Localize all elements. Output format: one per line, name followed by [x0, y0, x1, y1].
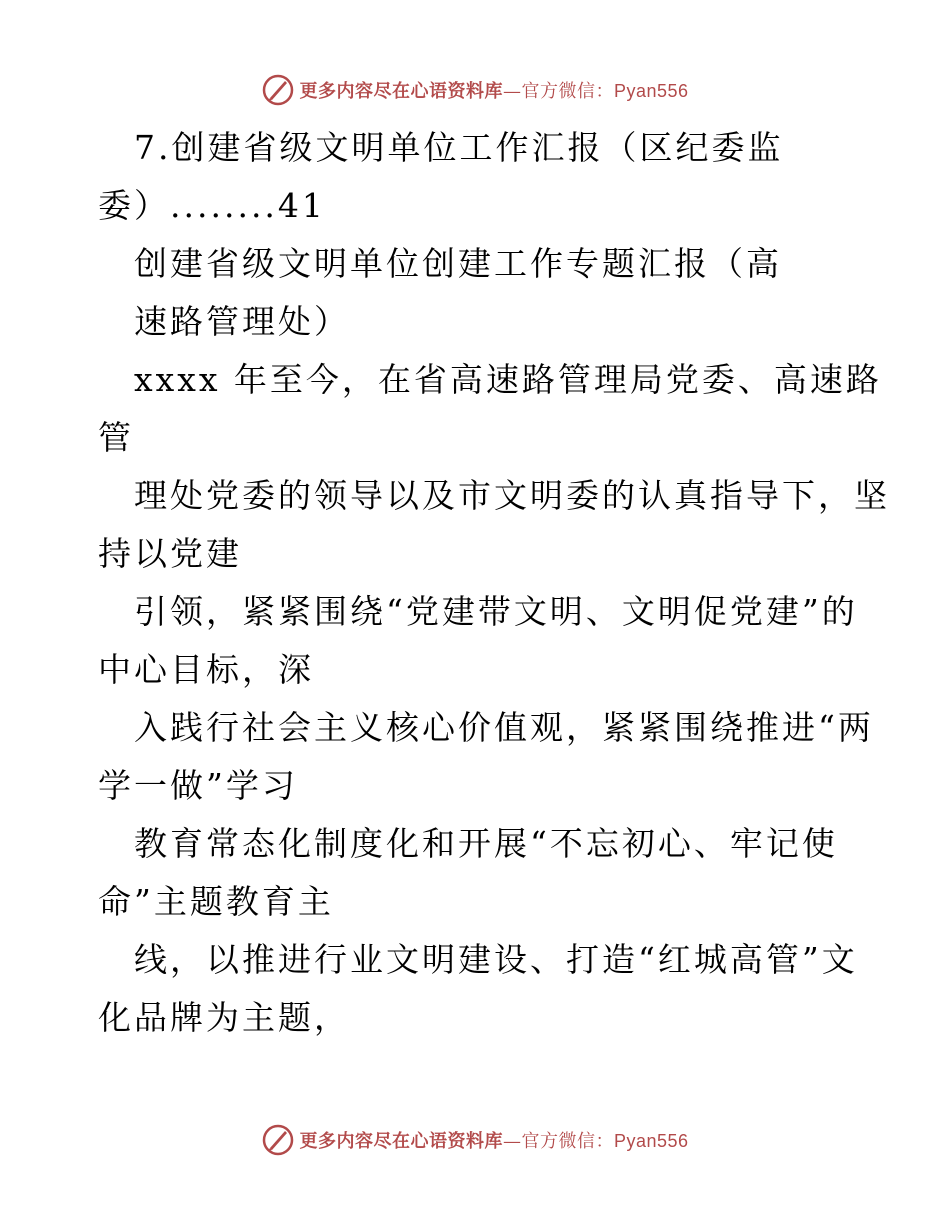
text-line: 化品牌为主题，	[98, 998, 350, 1037]
quill-logo-icon	[261, 1123, 295, 1157]
text-line: 速路管理处）	[134, 302, 350, 341]
header-watermark	[0, 70, 950, 110]
footer-watermark	[0, 1120, 950, 1160]
text-line: 线，以推进行业文明建设、打造“红城高管”文	[134, 940, 858, 979]
text-line: 创建省级文明单位创建工作专题汇报（高	[134, 244, 782, 283]
quill-logo-icon	[261, 73, 295, 107]
text-line: 委）........41	[98, 186, 326, 225]
text-line: xxxx 年至今，在省高速路管理局党委、高速路	[134, 360, 882, 399]
text-line: 7.创建省级文明单位工作汇报（区纪委监	[134, 128, 784, 167]
text-line: 管	[98, 418, 134, 457]
text-line: 教育常态化制度化和开展“不忘初心、牢记使	[134, 824, 838, 863]
text-line: 入践行社会主义核心价值观，紧紧围绕推进“两	[134, 708, 874, 747]
watermark-text: 更多内容尽在心语资料库—官方微信：Pyan556	[299, 81, 689, 102]
text-line: 命”主题教育主	[98, 882, 334, 921]
text-line: 学一做”学习	[98, 766, 298, 805]
watermark-text: 更多内容尽在心语资料库—官方微信：Pyan556	[299, 1131, 689, 1152]
text-line: 中心目标，深	[98, 650, 314, 689]
text-line: 理处党委的领导以及市文明委的认真指导下，坚	[134, 476, 890, 515]
text-line: 引领，紧紧围绕“党建带文明、文明促党建”的	[134, 592, 858, 631]
text-line: 持以党建	[98, 534, 242, 573]
